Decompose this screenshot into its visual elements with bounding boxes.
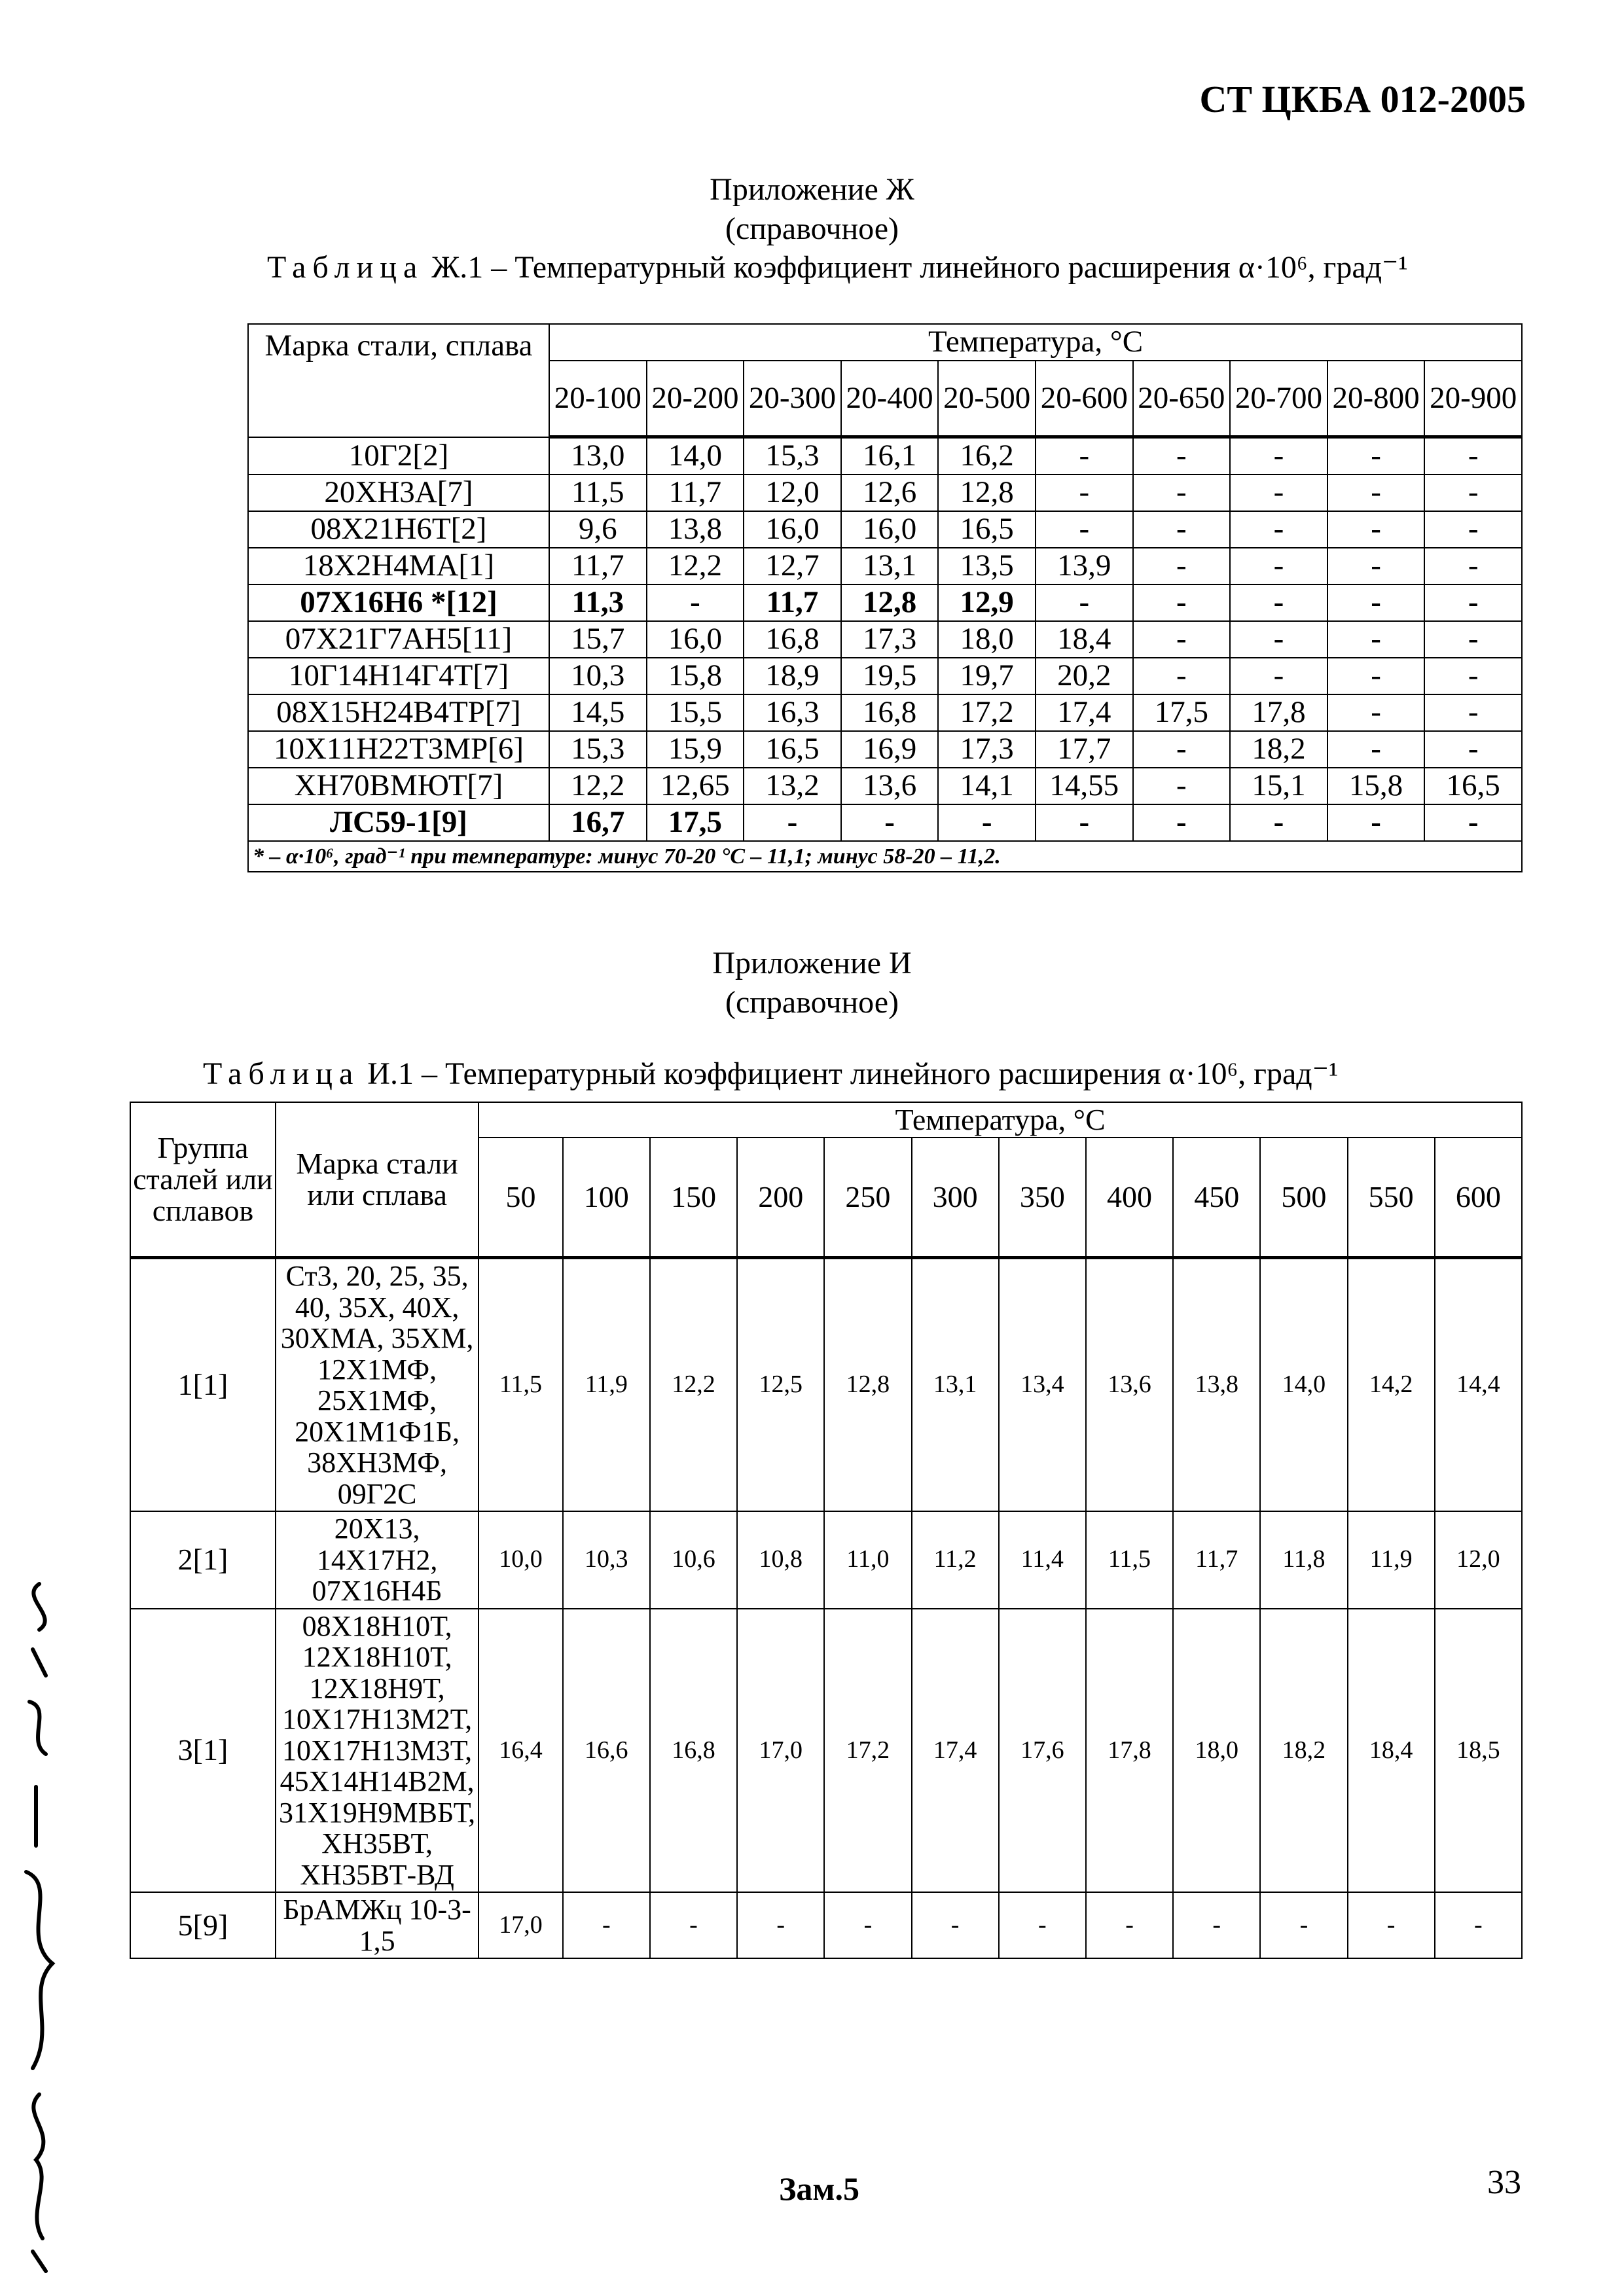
value-cell: 17,2: [938, 694, 1036, 731]
temp-header: 600: [1435, 1138, 1522, 1257]
value-cell: -: [1133, 584, 1231, 621]
value-cell: 15,8: [647, 658, 744, 694]
revision-mark: Зам.5: [779, 2170, 859, 2207]
value-cell: 16,1: [841, 437, 939, 475]
appendix-i-subtitle: (справочное): [725, 985, 899, 1020]
value-cell: -: [647, 584, 744, 621]
value-cell: 18,4: [1036, 621, 1133, 658]
value-cell: 12,2: [650, 1258, 737, 1512]
value-cell: -: [563, 1892, 650, 1958]
value-cell: 16,8: [650, 1609, 737, 1893]
value-cell: -: [1327, 475, 1425, 511]
value-cell: 13,5: [938, 548, 1036, 584]
value-cell: -: [824, 1892, 911, 1958]
grade-cell: 08Х21Н6Т[2]: [248, 511, 549, 548]
value-cell: 12,8: [824, 1258, 911, 1512]
value-cell: 12,5: [737, 1258, 824, 1512]
table-row: [248, 511, 1522, 548]
table-row: [130, 1609, 1522, 1893]
value-cell: -: [744, 804, 841, 841]
value-cell: 18,0: [938, 621, 1036, 658]
value-cell: 11,9: [1348, 1511, 1435, 1609]
value-cell: 11,8: [1260, 1511, 1347, 1609]
table-row: [248, 804, 1522, 841]
value-cell: -: [1424, 548, 1522, 584]
value-cell: 11,9: [563, 1258, 650, 1512]
grade-cell: 18Х2Н4МА[1]: [248, 548, 549, 584]
value-cell: 14,55: [1036, 768, 1133, 804]
value-cell: 16,9: [841, 731, 939, 768]
value-cell: -: [1230, 548, 1327, 584]
value-cell: 17,6: [999, 1609, 1086, 1893]
table-row: [248, 437, 1522, 475]
value-cell: -: [1133, 475, 1231, 511]
value-cell: 12,2: [647, 548, 744, 584]
value-cell: -: [912, 1892, 999, 1958]
value-cell: -: [1230, 584, 1327, 621]
value-cell: 15,5: [647, 694, 744, 731]
grade-cell: ЛС59-1[9]: [248, 804, 549, 841]
value-cell: 10,0: [478, 1511, 563, 1609]
value-cell: 11,2: [912, 1511, 999, 1609]
table-row: [248, 694, 1522, 731]
value-cell: 19,7: [938, 658, 1036, 694]
temp-header: 20-800: [1327, 361, 1425, 437]
value-cell: 17,5: [1133, 694, 1231, 731]
value-cell: 14,4: [1435, 1258, 1522, 1512]
value-cell: 17,7: [1036, 731, 1133, 768]
value-cell: -: [1348, 1892, 1435, 1958]
value-cell: 13,0: [549, 437, 647, 475]
value-cell: 13,8: [1173, 1258, 1260, 1512]
value-cell: 12,0: [744, 475, 841, 511]
value-cell: 18,0: [1173, 1609, 1260, 1893]
value-cell: 16,5: [1424, 768, 1522, 804]
value-cell: -: [1133, 658, 1231, 694]
grade-cell: 10Г14Н14Г4Т[7]: [248, 658, 549, 694]
value-cell: -: [1036, 437, 1133, 475]
value-cell: -: [1133, 804, 1231, 841]
table-row: [248, 584, 1522, 621]
value-cell: 15,3: [744, 437, 841, 475]
temp-header: 20-400: [841, 361, 939, 437]
value-cell: -: [1424, 511, 1522, 548]
value-cell: 15,8: [1327, 768, 1425, 804]
grade-cell: 20Х13, 14Х17Н2, 07Х16Н4Б: [276, 1511, 478, 1609]
value-cell: 13,1: [912, 1258, 999, 1512]
table-row: [248, 768, 1522, 804]
value-cell: 14,5: [549, 694, 647, 731]
value-cell: -: [1230, 437, 1327, 475]
value-cell: -: [1036, 584, 1133, 621]
value-cell: 17,0: [478, 1892, 563, 1958]
value-cell: -: [737, 1892, 824, 1958]
temp-header: 550: [1348, 1138, 1435, 1257]
temp-header: 350: [999, 1138, 1086, 1257]
value-cell: 18,5: [1435, 1609, 1522, 1893]
grade-cell: 08Х15Н24В4ТР[7]: [248, 694, 549, 731]
value-cell: 14,0: [1260, 1258, 1347, 1512]
value-cell: 11,0: [824, 1511, 911, 1609]
grade-cell: 07Х16Н6 *[12]: [248, 584, 549, 621]
value-cell: -: [1036, 475, 1133, 511]
value-cell: 17,4: [912, 1609, 999, 1893]
value-cell: 12,9: [938, 584, 1036, 621]
value-cell: -: [650, 1892, 737, 1958]
table-row: [248, 658, 1522, 694]
value-cell: 10,8: [737, 1511, 824, 1609]
value-cell: -: [1086, 1892, 1173, 1958]
value-cell: 12,8: [938, 475, 1036, 511]
value-cell: 10,3: [563, 1511, 650, 1609]
value-cell: 16,5: [938, 511, 1036, 548]
value-cell: 16,0: [647, 621, 744, 658]
value-cell: 16,0: [841, 511, 939, 548]
group-cell: 1[1]: [130, 1258, 276, 1512]
value-cell: 11,5: [1086, 1511, 1173, 1609]
value-cell: -: [1173, 1892, 1260, 1958]
group-cell: 5[9]: [130, 1892, 276, 1958]
value-cell: 15,1: [1230, 768, 1327, 804]
temp-header: 250: [824, 1138, 911, 1257]
value-cell: 16,2: [938, 437, 1036, 475]
value-cell: -: [1435, 1892, 1522, 1958]
table-label: Таблица: [267, 250, 424, 285]
grade-cell: Ст3, 20, 25, 35, 40, 35Х, 40Х, 30ХМА, 35ХМ, 12Х1МФ, 25Х1МФ, 20Х1М1Ф1Б, 38ХН3МФ, 09Г2С: [276, 1258, 478, 1512]
table-row: [248, 475, 1522, 511]
value-cell: 12,2: [549, 768, 647, 804]
value-cell: -: [999, 1892, 1086, 1958]
value-cell: 17,8: [1086, 1609, 1173, 1893]
value-cell: 13,6: [841, 768, 939, 804]
value-cell: -: [938, 804, 1036, 841]
value-cell: 13,6: [1086, 1258, 1173, 1512]
appendix-i-title: Приложение И: [712, 946, 912, 980]
grade-cell: БрАМЖц 10-3-1,5: [276, 1892, 478, 1958]
value-cell: -: [1424, 731, 1522, 768]
value-cell: -: [1327, 548, 1425, 584]
value-cell: 17,8: [1230, 694, 1327, 731]
value-cell: 12,7: [744, 548, 841, 584]
value-cell: 17,3: [938, 731, 1036, 768]
table-row: [130, 1892, 1522, 1958]
table-caption-text: И.1 – Температурный коэффициент линейного расширения α·10⁶, град⁻¹: [367, 1056, 1339, 1091]
table-row: [248, 731, 1522, 768]
value-cell: 19,5: [841, 658, 939, 694]
temp-header: 20-200: [647, 361, 744, 437]
value-cell: -: [1230, 475, 1327, 511]
value-cell: -: [1133, 548, 1231, 584]
value-cell: -: [1133, 731, 1231, 768]
value-cell: -: [841, 804, 939, 841]
grade-cell: 08Х18Н10Т, 12Х18Н10Т, 12Х18Н9Т, 10Х17Н13М2Т, 10Х17Н13М3Т, 45Х14Н14В2М, 31Х19Н9МВБТ, ХН35ВТ, ХН35ВТ-ВД: [276, 1609, 478, 1893]
value-cell: 11,7: [1173, 1511, 1260, 1609]
value-cell: 15,9: [647, 731, 744, 768]
value-cell: -: [1327, 731, 1425, 768]
table-i-caption: [203, 1055, 1338, 1092]
temp-header: 400: [1086, 1138, 1173, 1257]
value-cell: -: [1327, 584, 1425, 621]
value-cell: 16,8: [841, 694, 939, 731]
page-number: 33: [1487, 2164, 1521, 2201]
value-cell: -: [1036, 804, 1133, 841]
value-cell: 16,8: [744, 621, 841, 658]
value-cell: 17,0: [737, 1609, 824, 1893]
value-cell: -: [1327, 437, 1425, 475]
handwritten-signature: [7, 1571, 72, 2278]
value-cell: 14,0: [647, 437, 744, 475]
value-cell: 10,6: [650, 1511, 737, 1609]
value-cell: -: [1424, 804, 1522, 841]
value-cell: 16,6: [563, 1609, 650, 1893]
column-header-temperature: Температура, °С: [549, 324, 1522, 361]
table-i1: [130, 1102, 1523, 1959]
value-cell: 13,9: [1036, 548, 1133, 584]
table-zh-caption: [267, 249, 1408, 285]
value-cell: -: [1424, 694, 1522, 731]
value-cell: 15,7: [549, 621, 647, 658]
value-cell: -: [1424, 584, 1522, 621]
document-code: СТ ЦКБА 012-2005: [1199, 78, 1526, 120]
grade-cell: ХН70ВМЮТ[7]: [248, 768, 549, 804]
value-cell: 11,7: [744, 584, 841, 621]
group-cell: 2[1]: [130, 1511, 276, 1609]
table-row: [248, 548, 1522, 584]
temp-header: 450: [1173, 1138, 1260, 1257]
value-cell: -: [1133, 437, 1231, 475]
value-cell: -: [1133, 621, 1231, 658]
value-cell: -: [1327, 804, 1425, 841]
value-cell: 12,65: [647, 768, 744, 804]
table-label: Таблица: [203, 1056, 360, 1091]
value-cell: -: [1230, 804, 1327, 841]
column-header-group: Группа сталей или сплавов: [130, 1102, 276, 1258]
temp-header: 20-900: [1424, 361, 1522, 437]
value-cell: 18,2: [1260, 1609, 1347, 1893]
temp-header: 50: [478, 1138, 563, 1257]
temp-header: 20-300: [744, 361, 841, 437]
value-cell: 12,8: [841, 584, 939, 621]
value-cell: 11,3: [549, 584, 647, 621]
value-cell: -: [1036, 511, 1133, 548]
value-cell: 12,0: [1435, 1511, 1522, 1609]
group-cell: 3[1]: [130, 1609, 276, 1893]
temp-header: 200: [737, 1138, 824, 1257]
value-cell: 16,7: [549, 804, 647, 841]
value-cell: 14,2: [1348, 1258, 1435, 1512]
value-cell: 18,9: [744, 658, 841, 694]
value-cell: 17,5: [647, 804, 744, 841]
value-cell: 16,0: [744, 511, 841, 548]
temp-header: 150: [650, 1138, 737, 1257]
value-cell: 12,6: [841, 475, 939, 511]
value-cell: -: [1327, 694, 1425, 731]
value-cell: 11,7: [647, 475, 744, 511]
temp-header: 500: [1260, 1138, 1347, 1257]
value-cell: 13,1: [841, 548, 939, 584]
temp-header: 20-100: [549, 361, 647, 437]
appendix-zh-subtitle: (справочное): [725, 211, 899, 246]
value-cell: -: [1230, 658, 1327, 694]
table-row: [248, 621, 1522, 658]
grade-cell: 10Х11Н22Т3МР[6]: [248, 731, 549, 768]
table-row: [130, 1511, 1522, 1609]
value-cell: 18,2: [1230, 731, 1327, 768]
value-cell: 17,4: [1036, 694, 1133, 731]
appendix-zh-title: Приложение Ж: [710, 172, 914, 207]
value-cell: 13,4: [999, 1258, 1086, 1512]
value-cell: 15,3: [549, 731, 647, 768]
value-cell: -: [1327, 621, 1425, 658]
column-header-grade: Марка стали или сплава: [276, 1102, 478, 1258]
value-cell: -: [1424, 437, 1522, 475]
temp-header: 300: [912, 1138, 999, 1257]
temp-header: 100: [563, 1138, 650, 1257]
grade-cell: 07Х21Г7АН5[11]: [248, 621, 549, 658]
value-cell: -: [1133, 511, 1231, 548]
value-cell: 11,4: [999, 1511, 1086, 1609]
value-cell: 20,2: [1036, 658, 1133, 694]
column-header-grade: Марка стали, сплава: [248, 324, 549, 437]
value-cell: -: [1230, 511, 1327, 548]
value-cell: 18,4: [1348, 1609, 1435, 1893]
value-cell: -: [1133, 768, 1231, 804]
temp-header: 20-600: [1036, 361, 1133, 437]
table-caption-text: Ж.1 – Температурный коэффициент линейного расширения α·10⁶, град⁻¹: [431, 250, 1408, 285]
value-cell: -: [1327, 658, 1425, 694]
value-cell: 11,7: [549, 548, 647, 584]
value-cell: 16,4: [478, 1609, 563, 1893]
column-header-temperature: Температура, °С: [478, 1102, 1522, 1138]
table-row: [130, 1258, 1522, 1512]
value-cell: -: [1424, 658, 1522, 694]
table-footnote: * – α·10⁶, град⁻¹ при температуре: минус 70-20 °С – 11,1; минус 58-20 – 11,2.: [248, 841, 1522, 872]
temp-header: 20-500: [938, 361, 1036, 437]
value-cell: -: [1260, 1892, 1347, 1958]
value-cell: 13,2: [744, 768, 841, 804]
value-cell: 10,3: [549, 658, 647, 694]
value-cell: 16,3: [744, 694, 841, 731]
value-cell: 11,5: [478, 1258, 563, 1512]
value-cell: -: [1230, 621, 1327, 658]
value-cell: 9,6: [549, 511, 647, 548]
table-zh1: [247, 323, 1523, 872]
value-cell: 13,8: [647, 511, 744, 548]
value-cell: 16,5: [744, 731, 841, 768]
value-cell: 14,1: [938, 768, 1036, 804]
value-cell: 17,3: [841, 621, 939, 658]
value-cell: 17,2: [824, 1609, 911, 1893]
temp-header: 20-650: [1133, 361, 1231, 437]
temp-header: 20-700: [1230, 361, 1327, 437]
grade-cell: 10Г2[2]: [248, 437, 549, 475]
grade-cell: 20ХН3А[7]: [248, 475, 549, 511]
value-cell: -: [1327, 511, 1425, 548]
value-cell: -: [1424, 621, 1522, 658]
value-cell: 11,5: [549, 475, 647, 511]
value-cell: -: [1424, 475, 1522, 511]
